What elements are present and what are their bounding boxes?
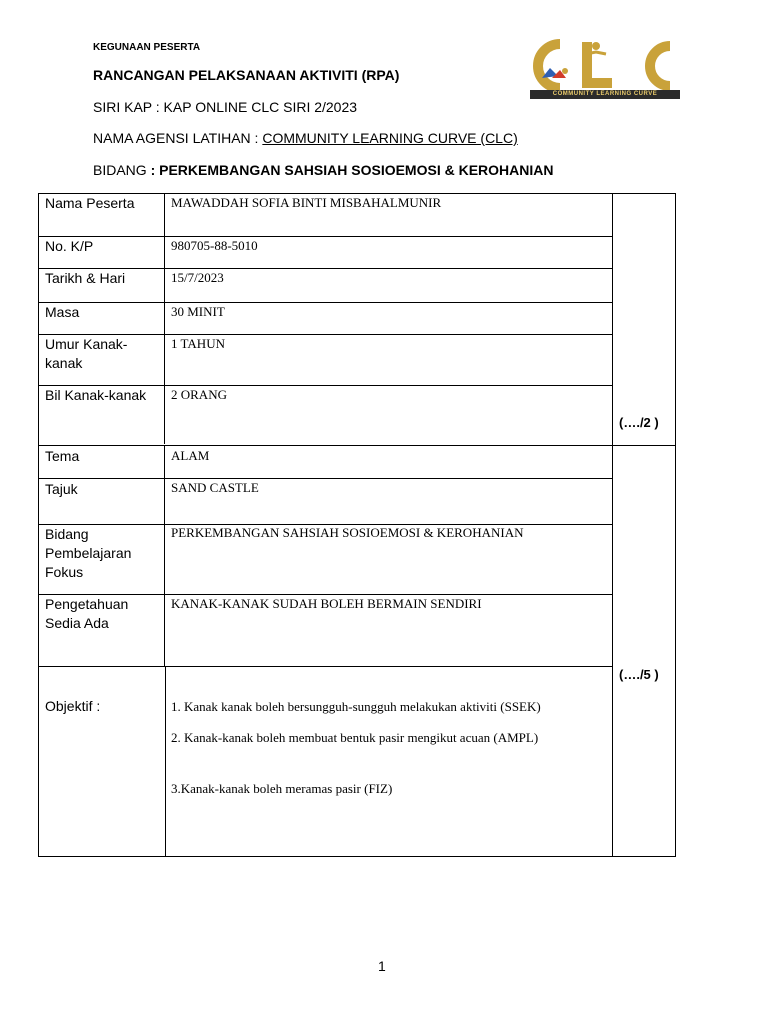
rpa-table bbox=[38, 193, 676, 857]
objective-1: 1. Kanak kanak boleh bersungguh-sungguh melakukan aktiviti (SSEK) bbox=[171, 699, 541, 714]
objective-3: 3.Kanak-kanak boleh meramas pasir (FIZ) bbox=[171, 781, 393, 796]
label-tema: Tema bbox=[45, 448, 80, 464]
value-bidang-pembelajaran-fokus: PERKEMBANGAN SAHSIAH SOSIOEMOSI & KEROHANIAN bbox=[171, 525, 524, 540]
value-no-kp: 980705-88-5010 bbox=[171, 238, 258, 253]
value-masa: 30 MINIT bbox=[171, 304, 225, 319]
label-pengetahuan-sedia-ada: Pengetahuan Sedia Ada bbox=[45, 596, 129, 631]
page-number: 1 bbox=[378, 958, 386, 974]
label-objektif: Objektif : bbox=[45, 698, 101, 714]
label-umur-kanak-kanak: Umur Kanak-kanak bbox=[45, 336, 128, 371]
bidang-prefix: BIDANG bbox=[93, 162, 151, 178]
bidang-value: : PERKEMBANGAN SAHSIAH SOSIOEMOSI & KEROHANIAN bbox=[150, 162, 554, 178]
label-nama-peserta: Nama Peserta bbox=[45, 195, 135, 211]
usage-label: KEGUNAAN PESERTA bbox=[93, 42, 201, 53]
score-section-2: (…./5 ) bbox=[619, 667, 659, 682]
agensi-name: COMMUNITY LEARNING CURVE (CLC) bbox=[262, 130, 518, 146]
agensi-prefix: NAMA AGENSI LATIHAN : bbox=[93, 130, 263, 146]
value-bil-kanak-kanak: 2 ORANG bbox=[171, 387, 227, 402]
label-masa: Masa bbox=[45, 304, 80, 320]
label-tarikh-hari: Tarikh & Hari bbox=[45, 270, 126, 286]
value-tajuk: SAND CASTLE bbox=[171, 480, 259, 495]
logo-tagline: COMMUNITY LEARNING CURVE bbox=[552, 91, 658, 97]
value-nama-peserta: MAWADDAH SOFIA BINTI MISBAHALMUNIR bbox=[171, 195, 442, 210]
label-bidang-pembelajaran-fokus: Bidang Pembelajaran Fokus bbox=[45, 526, 132, 580]
label-no-kp: No. K/P bbox=[45, 238, 94, 254]
value-umur-kanak-kanak: 1 TAHUN bbox=[171, 336, 225, 351]
objective-2: 2. Kanak-kanak boleh membuat bentuk pasir mengikut acuan (AMPL) bbox=[171, 730, 539, 745]
siri-kap-line: SIRI KAP : KAP ONLINE CLC SIRI 2/2023 bbox=[93, 99, 358, 115]
agensi-line bbox=[93, 130, 518, 146]
label-bil-kanak-kanak: Bil Kanak-kanak bbox=[45, 387, 147, 403]
document-title: RANCANGAN PELAKSANAAN AKTIVITI (RPA) bbox=[93, 67, 400, 83]
value-pengetahuan-sedia-ada: KANAK-KANAK SUDAH BOLEH BERMAIN SENDIRI bbox=[171, 596, 482, 611]
value-tarikh-hari: 15/7/2023 bbox=[171, 270, 224, 285]
clc-logo bbox=[530, 38, 680, 100]
score-section-1: (…./2 ) bbox=[619, 415, 659, 430]
bidang-line bbox=[93, 162, 554, 178]
label-tajuk: Tajuk bbox=[45, 481, 78, 497]
value-tema: ALAM bbox=[171, 448, 210, 463]
